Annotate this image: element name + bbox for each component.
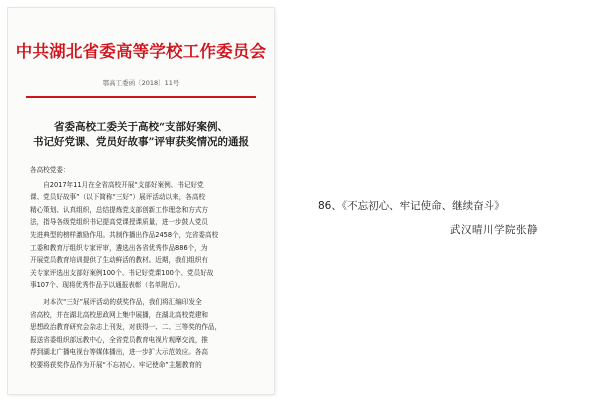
body-line: 对本次“三好”展评活动的获奖作品，我们将汇编印发全	[30, 297, 202, 306]
body-line: 法，指导各级党组织书记提高党课授课质量，进一步鼓人党员	[30, 218, 209, 227]
body-line: 校要将获奖作品作为开展“不忘初心、牢记使命”主题教育的	[30, 360, 202, 369]
scanned-document	[8, 8, 274, 394]
salutation: 各高校党委：	[30, 166, 70, 174]
body-line: 省高校，并在湖北高校思政网上集中展播，在湖北高校党建和	[30, 310, 209, 319]
document-header: 中共湖北省委高等学校工作委员会	[15, 42, 267, 61]
document-title	[18, 120, 264, 150]
body-line: 报送省委组织部远教中心，全省党员教育电视片观摩交流，推	[30, 335, 209, 344]
award-entry-title: 《不忘初心、牢记使命、继续奋斗》	[341, 200, 505, 212]
body-line: 先进典型的榜样激励作用。共制作播出作品2458个，完省委高校	[30, 230, 219, 239]
body-line: 荐到湖北广播电视台等媒体播出，进一步扩大示范效应。各高	[30, 348, 209, 357]
header-divider	[26, 96, 256, 98]
body-line: 事107个、现将优秀作品予以通报表彰（名单附后）。	[30, 281, 185, 290]
document-title-line: 省委高校工委关于高校“支部好案例、	[53, 121, 229, 133]
award-entry-number: 86、	[318, 200, 342, 212]
body-line: 课、党员好故事”（以下简称“三好”）展评活动以来，各高校	[30, 193, 206, 202]
body-line: 思想政治教育研究会杂志上刊发，对获得一、二、三等奖的作品，	[30, 323, 222, 332]
document-number: 鄂高工委函〔2018〕11号	[102, 79, 180, 87]
award-entry-author: 武汉晴川学院张静	[450, 224, 538, 236]
document-title-line: 书记好党课、党员好故事”评审获奖情况的通报	[32, 136, 250, 148]
body-line: 自2017年11月在全省高校开展“支部好案例、书记好党	[30, 180, 204, 189]
body-line: 精心策划、认真组织，总结提炼党支部创新工作理念和方式方	[30, 205, 209, 214]
body-line: 开展党员教育培训提供了生动鲜活的教材。近期，我们组织有	[30, 256, 209, 265]
body-line: 关专家评选出支部好案例100个、书记好党课100个、党员好故	[30, 268, 214, 277]
body-line: 工委和教育厅组织专家评审，遴选出各省优秀作品886个，为	[30, 243, 208, 252]
document-body	[30, 164, 254, 372]
award-entry	[318, 198, 505, 213]
